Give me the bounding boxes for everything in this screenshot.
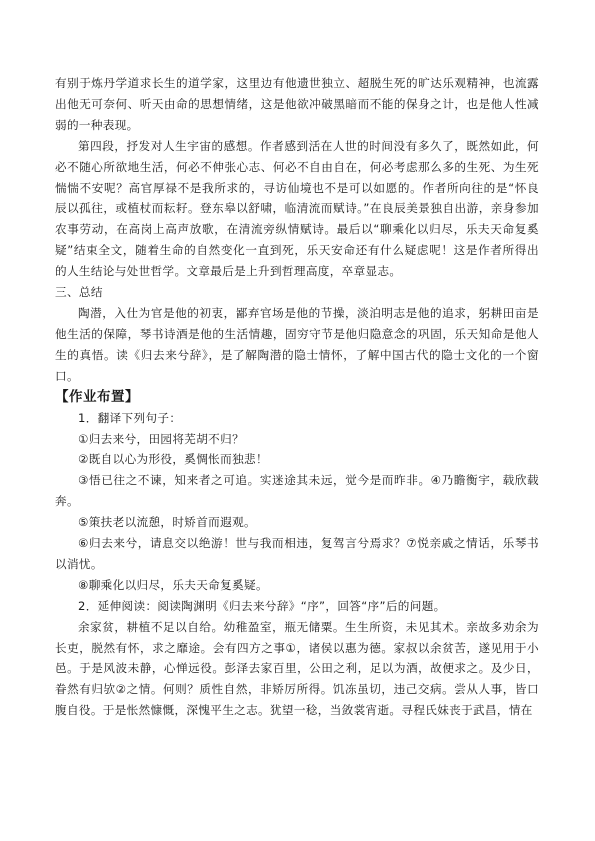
paragraph-continuation: 有别于炼丹学道求长生的道学家，这里边有他遗世独立、超脱生死的旷达乐观精神，也流露出他无可奈何、听天由命的思想情绪，这是他欲冲破黑暗而不能的保身之计，也是他人性减弱的一种表现。 — [55, 76, 539, 132]
sentence-6-7: ⑥归去来兮，请息交以绝游！世与我而相违，复驾言兮焉求？⑦悦亲戚之情话，乐琴书以消忧。 — [55, 536, 539, 571]
sentence-1: ①归去来兮，田园将芜胡不归？ — [78, 431, 245, 446]
sentence-8: ⑧聊乘化以归尽，乐夫天命复奚疑。 — [78, 577, 268, 592]
homework-question-1: 1．翻译下列句子： — [78, 410, 182, 425]
section-heading-summary: 三、总结 — [55, 285, 103, 300]
sentence-2: ②既自以心为形役，奚惆怅而独悲！ — [78, 452, 268, 467]
document-body — [55, 73, 539, 721]
paragraph-fourth-section: 第四段，抒发对人生宇宙的感想。作者感到活在人世的时间没有多久了，既然如此，何必不随心所欲地生活，何必不伸张心志、何必不自由自在，何必考虑那么多的生死、为生死惴惴不安呢？高官厚禄不是我所求的，寻访仙境也不是可以如愿的。作者所向往的是“怀良辰以孤往，或植杖而耘耔。登东皋以舒啸，临清流而赋诗。”在良辰美景独自出游，亲身参加农事劳动，在高岗上高声放歌，在清流旁纵情赋诗。最后以“聊乘化以归尽，乐夫天命复奚疑”结束全文，随着生命的自然变化一直到死，乐天安命还有什么疑虑呢！这是作者所得出的人生结论与处世哲学。文章最后是上升到哲理高度，卒章显志。 — [55, 138, 539, 279]
sentence-5: ⑤策扶老以流憩，时矫首而遐观。 — [78, 515, 256, 530]
preface-passage: 余家贫，耕植不足以自给。幼稚盈室，瓶无储粟。生生所资，未见其术。亲故多劝余为长吏，脱然有怀，求之靡途。会有四方之事①，诸侯以惠为德。家叔以余贫苦，遂见用于小邑。于是风波未静，心惮远役。彭泽去家百里，公田之利，足以为酒，故便求之。及少日，眷然有归欤②之情。何则？质性自然，非矫厉所得。饥冻虽切，违己交病。尝从人事，皆口腹自役。于是怅然慷慨，深愧平生之志。犹望一稔，当敛裳宵逝。寻程氏妹丧于武昌，情在 — [55, 619, 539, 718]
homework-question-2: 2．延伸阅读：阅读陶渊明《归去来兮辞》“序”，回答“序”后的问题。 — [78, 598, 446, 613]
homework-heading: 【作业布置】 — [55, 388, 139, 405]
paragraph-summary: 陶潜，入仕为官是他的初衷，鄙弃官场是他的节操，淡泊明志是他的追求，躬耕田亩是他生活的保障，琴书诗酒是他的生活情趣，固穷守节是他归隐意念的巩固，乐天知命是他人生的真悟。读《归去来兮辞》，是了解陶潜的隐士情怀，了解中国古代的隐士文化的一个窗口。 — [55, 305, 539, 383]
sentence-3-4: ③悟已往之不谏，知来者之可追。实迷途其未远，觉今是而昨非。④乃瞻衡宇，载欣载奔。 — [55, 473, 539, 509]
